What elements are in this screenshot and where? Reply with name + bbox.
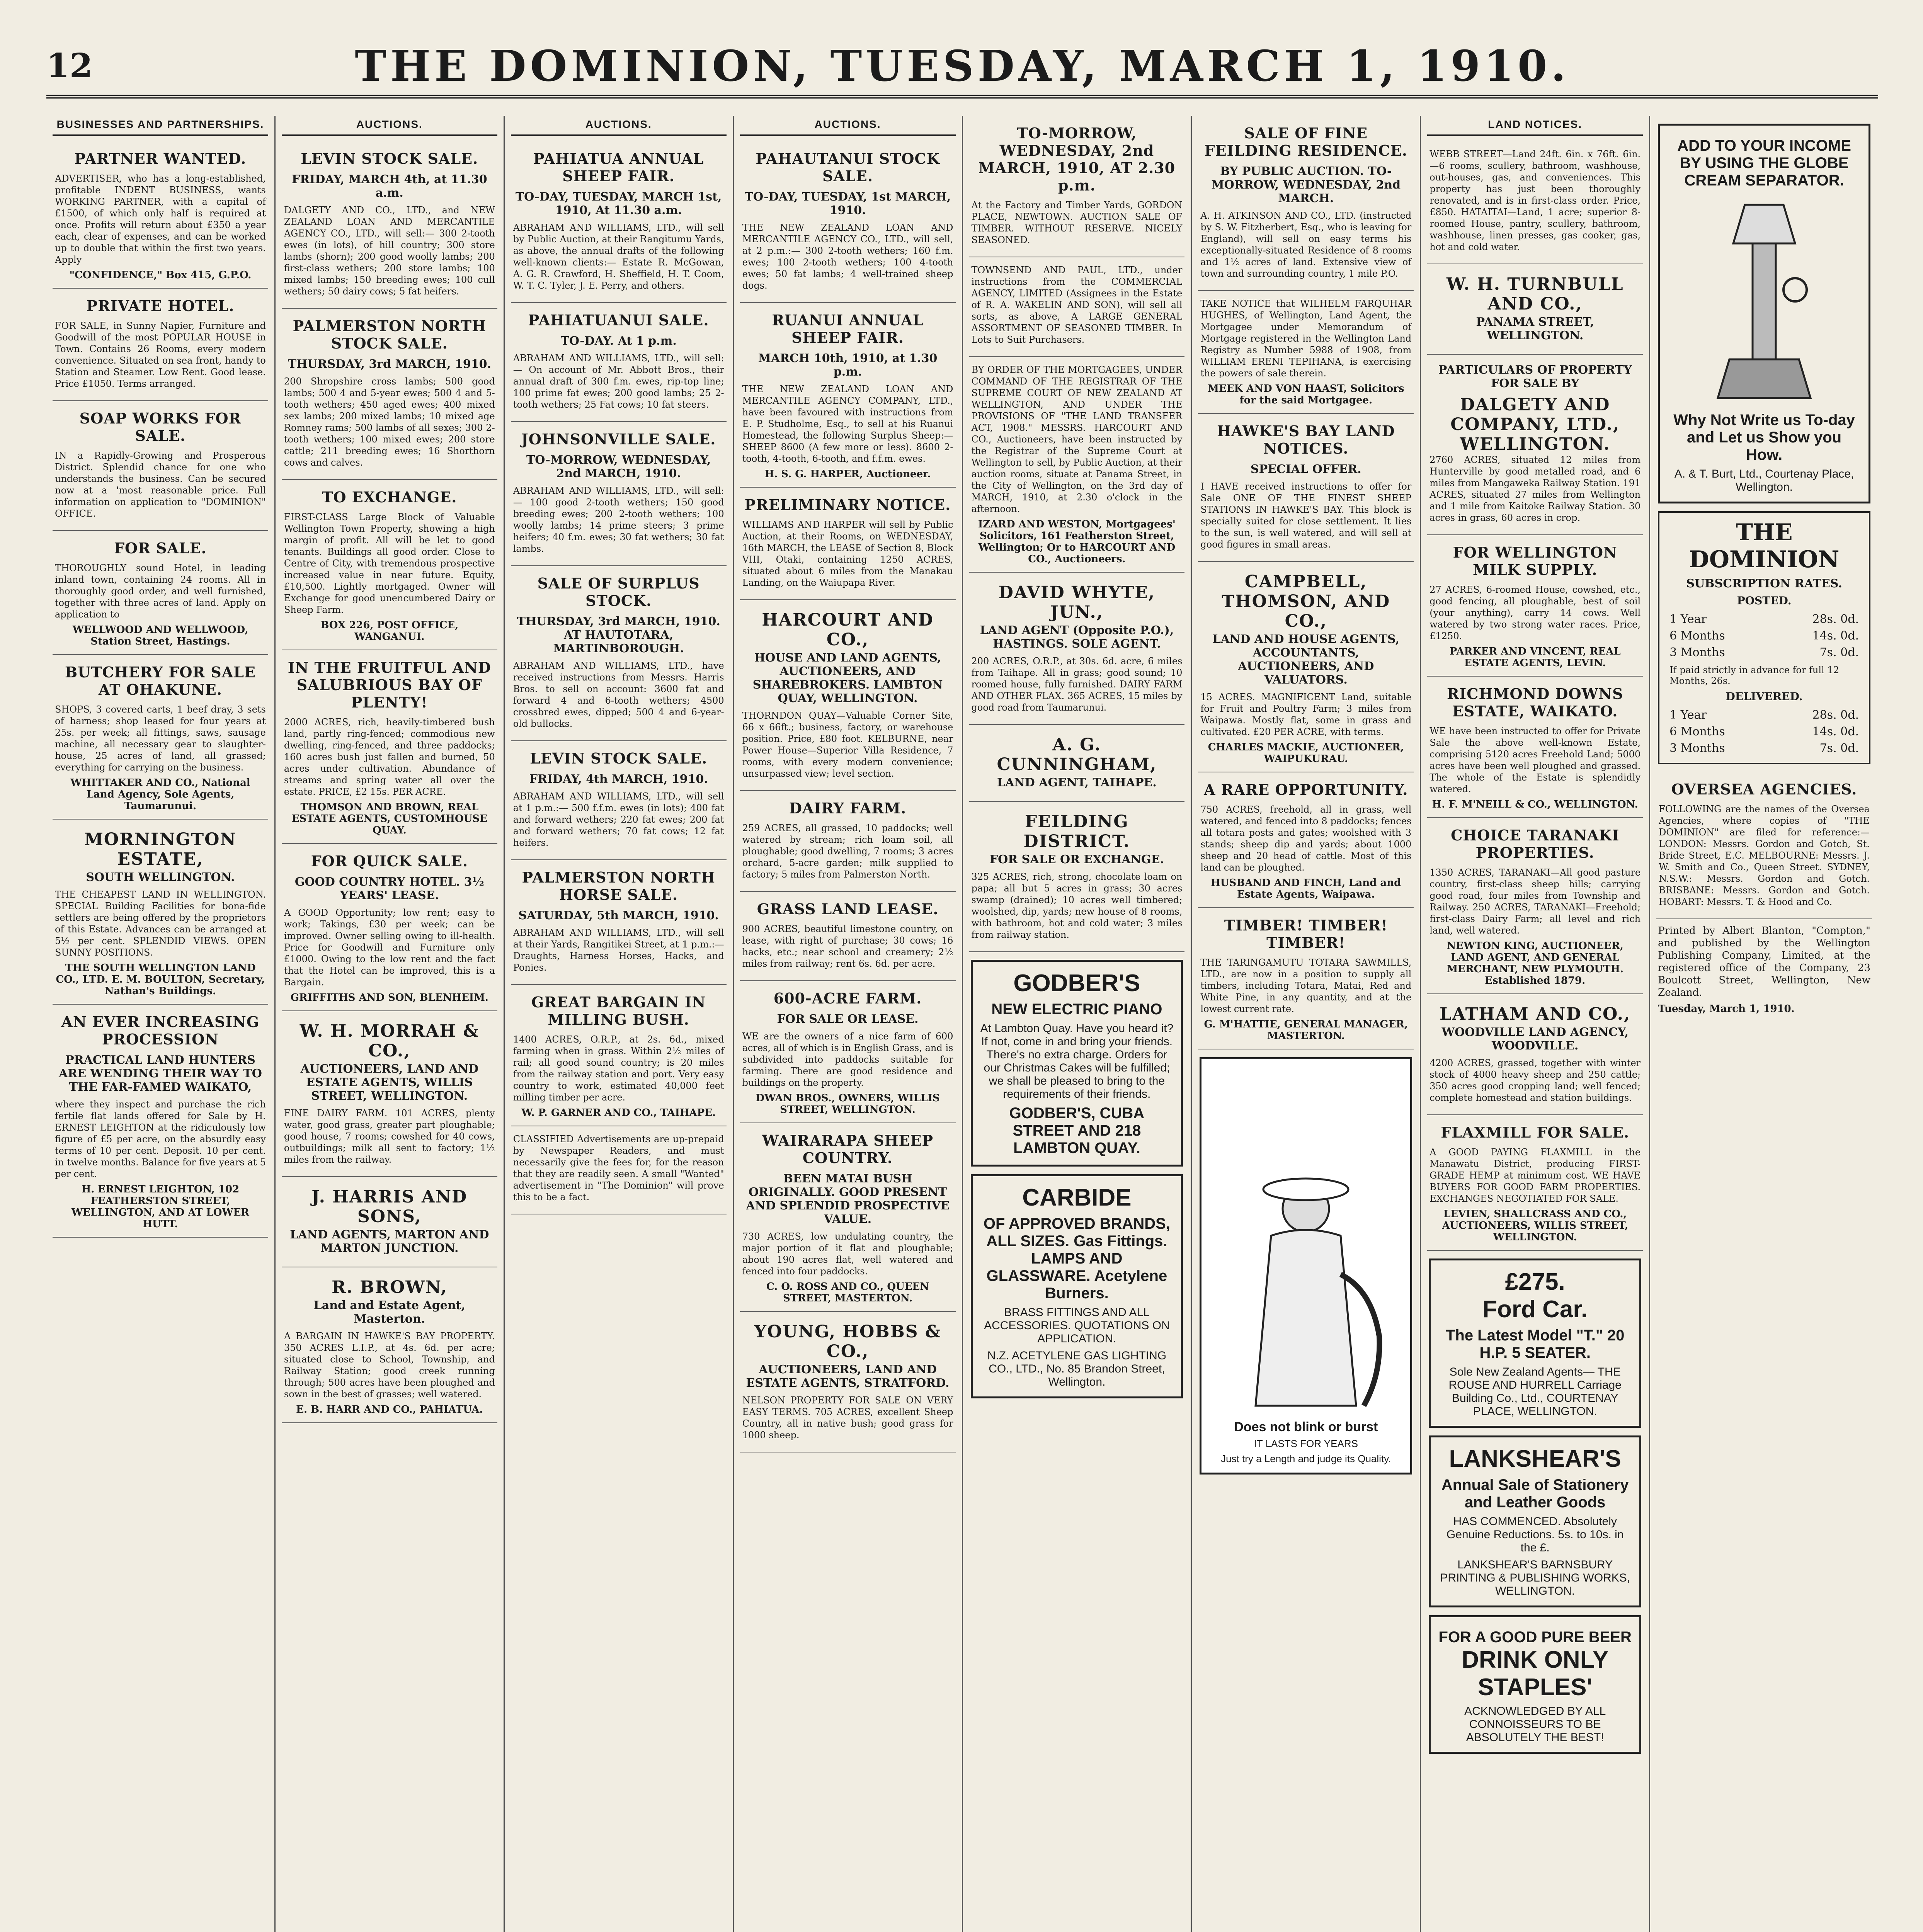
- advert-title: R. BROWN,: [332, 1277, 448, 1297]
- advert-body: 900 ACRES, beautiful limestone country, on lease, with right of purchase; 30 cows; 16 hacks, etc.; near school and creamery; 2½ miles from railway; rent 6s. 6d. per acre.: [742, 923, 953, 969]
- advert: [1427, 1115, 1643, 1251]
- advert: [282, 844, 497, 1011]
- advert-subtitle: WOODVILLE LAND AGENCY, WOODVILLE.: [1441, 1026, 1629, 1053]
- advert: [1198, 908, 1414, 1049]
- advert-signature: WHITTAKER AND CO., National Land Agency, Sole Agents, Taumarunui.: [70, 777, 250, 812]
- advert-title: IN THE FRUITFUL AND SALUBRIOUS BAY OF PLENTY!: [288, 659, 491, 711]
- advert-body: 259 ACRES, all grassed, 10 paddocks; well watered by stream; rich loam soil, all ploughable; good dwelling, 7 rooms; 3 acres orchard, 5-acre garden; milk supplied to factory; 5 miles from Palmerston North.: [742, 823, 953, 880]
- advert-title: CARBIDE: [1022, 1184, 1132, 1211]
- advert-subtitle: AUCTIONEERS, LAND AND ESTATE AGENTS, STRATFORD.: [746, 1363, 950, 1390]
- advert-body: ADVERTISER, who has a long-established, profitable INDENT BUSINESS, wants WORKING PARTNER, with a capital of £1500, of which only half is required at once. Profits will return about £350 a year each, clear of expenses, and can be worked up to double that within the first two years. Apply: [55, 173, 266, 265]
- advert: [969, 725, 1185, 802]
- advert-signature: H. ERNEST LEIGHTON, 102 FEATHERSTON STREET, WELLINGTON, AND AT LOWER HUTT.: [71, 1184, 250, 1230]
- advert-subtitle: LAND AGENT (Opposite P.O.), HASTINGS. SOLE AGENT.: [980, 624, 1174, 651]
- advert-title: CAMPBELL, THOMSON, AND CO.,: [1222, 572, 1390, 631]
- lankshear-advert: [1429, 1435, 1641, 1607]
- advert-body: 730 ACRES, low undulating country, the major portion of it flat and ploughable; about 190 acres flat, well watered and fenced into four paddocks.: [742, 1231, 953, 1277]
- advert-body: where they inspect and purchase the rich fertile flat lands offered for Sale by H. ERNEST LEIGHTON at the ridiculously low figure of £5 per acre, on the absurdly easy terms of 10 per cent. Deposit. 10 per cent. in twelve months. Balance for five years at 5 per cent.: [55, 1099, 266, 1179]
- rate-row: 6 Months 14s. 0d.: [1669, 629, 1859, 643]
- advert-title: CHOICE TARANAKI PROPERTIES.: [1451, 827, 1620, 861]
- advert-body: ABRAHAM AND WILLIAMS, LTD., will sell at their Yards, Rangitikei Street, at 1 p.m.:— Draughts, Harness Horses, Hacks, and Ponies.: [513, 927, 724, 973]
- advert-subtitle: Annual Sale of Stationery and Leather Goods: [1441, 1476, 1629, 1511]
- advert-title: A. G. CUNNINGHAM,: [997, 735, 1157, 774]
- advert-title: PARTNER WANTED.: [74, 150, 247, 167]
- advert-title: GREAT BARGAIN IN MILLING BUSH.: [531, 993, 706, 1028]
- rate-note: If paid strictly in advance for full 12 Months, 26s.: [1669, 665, 1839, 686]
- advert: [511, 422, 727, 566]
- advert: [1427, 141, 1643, 264]
- advert-title: LEVIN STOCK SALE.: [301, 150, 478, 167]
- advert: [1198, 116, 1414, 291]
- advert-signature: BOX 226, POST OFFICE, WANGANUI.: [320, 619, 459, 643]
- advert-signature: HUSBAND AND FINCH, Land and Estate Agents, Waipawa.: [1211, 877, 1401, 900]
- advert: [511, 566, 727, 741]
- advert-body: WEBB STREET—Land 24ft. 6in. x 76ft. 6in.—6 rooms, scullery, bathroom, washhouse, out-houses, gas, and conveniences. This property has just been thoroughly renovated, and is in first-class order. Price, £850. HATAITAI—Land, 1 acre; superior 8-roomed House, pantry, scullery, bathroom, washhouse, linen presses, gas cooker, gas, hot and cold water.: [1429, 149, 1641, 252]
- advert-body: THE NEW ZEALAND LOAN AND MERCANTILE AGENCY CO., LTD., will sell, at 2 p.m.:— 300 2-tooth wethers; 160 f.m. ewes; 100 2-tooth wethers; 100 4-tooth ewes; 50 fat lambs; 4 well-trained sheep dogs.: [742, 222, 953, 291]
- advert-title: HAWKE'S BAY LAND NOTICES.: [1217, 422, 1395, 457]
- advert-body: WE have been instructed to offer for Private Sale the above well-known Estate, comprising 5120 acres Freehold Land; 5000 acres have been well ploughed and grassed. The whole of the Estate is splendidly watered.: [1429, 726, 1641, 794]
- newspaper-title: THE DOMINION, TUESDAY, MARCH 1, 1910.: [355, 41, 1570, 91]
- advert-slogan: Why Not Write us To-day and Let us Show you How.: [1673, 412, 1855, 463]
- advert: [969, 357, 1185, 573]
- subscription-rates-box: [1658, 511, 1870, 764]
- imprint-date: Tuesday, March 1, 1910.: [1658, 1003, 1795, 1015]
- advert: [740, 791, 956, 892]
- advert-body: TAKE NOTICE that WILHELM FARQUHAR HUGHES, of Wellington, Land Agent, the Mortgagee under Memorandum of Mortgage registered in the Wellington Land Registry as Number 5988 of 1908, from WILLIAM ERENI TEPIHANA, is exercising the powers of sale therein.: [1200, 298, 1412, 379]
- advert-body: I HAVE received instructions to offer for Sale ONE OF THE FINEST SHEEP STATIONS IN HAWKE'S BAY. This block is specially suited for close settlement. It lies to the sun, is well watered, and will sell at good figures in small areas.: [1200, 481, 1412, 550]
- rate-row: 1 Year 28s. 0d.: [1669, 612, 1859, 626]
- advert-subtitle: OF APPROVED BRANDS, ALL SIZES. Gas Fittings. LAMPS AND GLASSWARE. Acetylene Burners.: [983, 1215, 1170, 1302]
- page-columns: [46, 116, 1878, 1932]
- advert: [740, 1312, 956, 1452]
- column-heading: LAND NOTICES.: [1427, 116, 1643, 136]
- advert-body: FOLLOWING are the names of the Oversea Agencies, where copies of "THE DOMINION" are filed for reference:— LONDON: Messrs. Gordon and Gotch, St. Bride Street, E.C. MELBOURNE: Messrs. J. W. Smith and Co., Queen Street. SYDNEY, N.S.W.: Messrs. Gordon and Gotch. BRISBANE: Messrs. Gordon and Gotch. HOBART: Messrs. T. & Hood and Co.: [1659, 804, 1870, 907]
- advert-subtitle: PRACTICAL LAND HUNTERS ARE WENDING THEIR WAY TO THE FAR-FAMED WAIKATO,: [59, 1053, 262, 1094]
- advert: [282, 141, 497, 309]
- column-3: [505, 116, 734, 1932]
- advert-body: BRASS FITTINGS AND ALL ACCESSORIES. QUOTATIONS ON APPLICATION.: [984, 1306, 1170, 1345]
- advert-title: LANKSHEAR'S: [1449, 1446, 1621, 1472]
- advert-body: THORNDON QUAY—Valuable Corner Site, 66 x 66ft.; business, factory, or warehouse position. Price, £80 foot. KELBURNE, near Power House—Superior Villa Residence, 7 rooms, with every modern convenience; unsurpassed view; level section.: [742, 710, 953, 779]
- advert-tagline: IT LASTS FOR YEARS: [1254, 1438, 1358, 1449]
- advert-title: RUANUI ANNUAL SHEEP FAIR.: [772, 311, 924, 346]
- advert-title: OVERSEA AGENCIES.: [1671, 781, 1857, 798]
- column-heading: AUCTIONS.: [282, 116, 497, 136]
- advert-subtitle: THURSDAY, 3rd MARCH, 1910.: [288, 357, 491, 371]
- column-heading: AUCTIONS.: [511, 116, 727, 136]
- advert-title: PAHAUTANUI STOCK SALE.: [756, 150, 940, 185]
- advert-body: THE NEW ZEALAND LOAN AND MERCANTILE AGENCY COMPANY, LTD., have been favoured with instructions from E. P. Studholme, Esq., to sell at his Ruanui Homestead, the following Surplus Sheep:— SHEEP 8600 (A few more or less). 8600 2-tooth, 4-tooth, 6-tooth, and f.f.m. ewes.: [742, 384, 953, 464]
- advert-body: 1350 ACRES, TARANAKI—All good pasture country, first-class sheep hills; carrying good road, four miles from Township and Railway. 250 ACRES, TARANAKI—Freehold; first-class Dairy Farm; all level and rich land, well watered.: [1429, 867, 1641, 936]
- advert: [1198, 772, 1414, 908]
- advert-body: ABRAHAM AND WILLIAMS, LTD., will sell by Public Auction, at their Rangitumu Yards, as above, the annual drafts of the following well-known clients:— Estate R. McGowan, A. G. R. Crawford, H. Sheffield, H. T. Coom, W. T. C. Tyler, J. E. Perry, and others.: [513, 222, 724, 291]
- advert-signature: THOMSON AND BROWN, REAL ESTATE AGENTS, CUSTOMHOUSE QUAY.: [291, 801, 487, 836]
- advert-title: BUTCHERY FOR SALE AT OHAKUNE.: [65, 663, 256, 698]
- advert-signature: NEWTON KING, AUCTIONEER, LAND AGENT, AND GENERAL MERCHANT, NEW PLYMOUTH. Established 1879.: [1447, 940, 1623, 986]
- advert: [53, 655, 268, 820]
- advert-subtitle: TO-MORROW, WEDNESDAY, 2nd MARCH, 1910.: [526, 453, 711, 480]
- advert-subtitle: LAND AGENT, TAIHAPE.: [997, 776, 1157, 789]
- column-7: [1421, 116, 1650, 1932]
- advert-title: W. H. MORRAH & CO.,: [300, 1021, 479, 1061]
- advert-title: TIMBER! TIMBER! TIMBER!: [1224, 917, 1388, 951]
- advert-signature: E. B. HARR AND CO., PAHIATUA.: [296, 1404, 483, 1415]
- advert-body: FIRST-CLASS Large Block of Valuable Wellington Town Property, showing a high margin of profit. All will be let to good tenants. Buildings all good order. Close to Centre of City, with tremendous prospective increased value in near future. Equity, £10,500. Lightly mortgaged. Owner will Exchange for good unencumbered Dairy or Sheep Farm.: [284, 512, 495, 615]
- advert-title: TO-MORROW, WEDNESDAY, 2nd MARCH, 1910, AT 2.30 p.m.: [978, 124, 1176, 194]
- column-4: [734, 116, 963, 1932]
- advert-subtitle: SPECIAL OFFER.: [1250, 463, 1361, 476]
- advert: [1198, 414, 1414, 562]
- advert-title: LEVIN STOCK SALE.: [530, 750, 708, 767]
- advert-title: SALE OF FINE FEILDING RESIDENCE.: [1204, 124, 1408, 159]
- advert-body: A BARGAIN IN HAWKE'S BAY PROPERTY. 350 ACRES L.I.P., at 4s. 6d. per acre; situated close to School, Township, and Railway Station; good creek running through; 500 acres have been ploughed and sown in the best of grasses; well watered.: [284, 1331, 495, 1400]
- advert-subtitle: FOR SALE OR EXCHANGE.: [989, 853, 1164, 866]
- advert-signature: GRIFFITHS AND SON, BLENHEIM.: [290, 992, 488, 1003]
- column-heading: BUSINESSES AND PARTNERSHIPS.: [53, 116, 268, 136]
- advert: [53, 1005, 268, 1238]
- advert-subtitle: LAND AGENTS, MARTON AND MARTON JUNCTION.: [290, 1228, 489, 1255]
- advert: [740, 600, 956, 791]
- advert-title: PALMERSTON NORTH STOCK SALE.: [293, 317, 486, 352]
- advert-title: TO EXCHANGE.: [322, 488, 457, 506]
- advert-signature: "CONFIDENCE," Box 415, G.P.O.: [69, 269, 252, 281]
- godbers-advert: [971, 960, 1183, 1167]
- advert-body: ABRAHAM AND WILLIAMS, LTD., will sell:— On account of Mr. Abbott Bros., their annual draft of 300 f.m. ewes, rip-top line; 100 prime fat ewes; 200 good lambs; 25 2-tooth wethers; 25 Fat cows; 10 fat steers.: [513, 353, 724, 410]
- advert-title: FLAXMILL FOR SALE.: [1441, 1124, 1630, 1141]
- advert-subtitle: PANAMA STREET, WELLINGTON.: [1476, 315, 1594, 342]
- advert-title: HARCOURT AND CO.,: [762, 610, 934, 650]
- advert: [53, 289, 268, 401]
- advert: [740, 141, 956, 303]
- advert-body: TOWNSEND AND PAUL, LTD., under instructions from the COMMERCIAL AGENCY, LIMITED (Assignees in the Estate of R. A. WAKELIN AND SON), will sell all sorts, as above, A LARGE GENERAL ASSORTMENT OF SEASONED TIMBER. In Lots to Suit Purchasers.: [971, 265, 1183, 345]
- rate-row: 3 Months 7s. 0d.: [1669, 742, 1859, 755]
- advert-title: ADD TO YOUR INCOME BY USING THE GLOBE CREAM SEPARATOR.: [1677, 137, 1851, 189]
- advert-signature: H. F. M'NEILL & CO., WELLINGTON.: [1432, 799, 1638, 810]
- column-heading: AUCTIONS.: [740, 116, 956, 136]
- advert-title: DAIRY FARM.: [789, 799, 907, 817]
- advert-title: RICHMOND DOWNS ESTATE, WAIKATO.: [1447, 685, 1623, 720]
- advert-title: PAHIATUANUI SALE.: [528, 311, 709, 329]
- advert-title: GRASS LAND LEASE.: [757, 900, 939, 918]
- advert-body: 2760 ACRES, situated 12 miles from Hunterville by good metalled road, and 6 miles from Mangaweka Railway Station. 191 ACRES, situated 27 miles from Wellington and 1 mile from Kaitoke Railway Station. 30 acres in grass, 60 acres in crop.: [1429, 454, 1641, 523]
- advert-subtitle: AUCTIONEERS, LAND AND ESTATE AGENTS, WILLIS STREET, WELLINGTON.: [300, 1062, 478, 1103]
- advert-body: At the Factory and Timber Yards, GORDON PLACE, NEWTOWN. AUCTION SALE OF TIMBER. WITHOUT RESERVE. NICELY SEASONED.: [971, 200, 1183, 245]
- advert-body: NELSON PROPERTY FOR SALE ON VERY EASY TERMS. 705 ACRES, excellent Sheep Country, all in native bush; good grass for 1000 sheep.: [742, 1395, 953, 1440]
- advert-price: £275.: [1505, 1269, 1565, 1295]
- advert-title: LATHAM AND CO.,: [1439, 1004, 1631, 1024]
- advert-signature: CHARLES MACKIE, AUCTIONEER, WAIPUKURAU.: [1208, 742, 1404, 765]
- advert-body: At Lambton Quay. Have you heard it? If not, come in and bring your friends. There's no extra charge. Orders for our Christmas Cakes will be fulfilled; we shall be pleased to bring to the requirements of their friends.: [980, 1022, 1174, 1100]
- advert-subtitle: Land and Estate Agent, Masterton.: [313, 1299, 465, 1326]
- advert: [511, 985, 727, 1126]
- advert-signature: THE SOUTH WELLINGTON LAND CO., LTD. E. M. BOULTON, Secretary, Nathan's Buildings.: [56, 962, 265, 997]
- column-2: [276, 116, 505, 1932]
- masthead: [46, 37, 1878, 99]
- advert-body: A GOOD Opportunity; low rent; easy to work; Takings, £30 per week; can be improved. Owner selling owing to ill-health. Price for Goodwill and Furniture only £1000. Owing to the low rent and the fact that the Hotel can be improved, this is a Bargain.: [284, 907, 495, 988]
- advert: [511, 860, 727, 985]
- advert-body: A GOOD PAYING FLAXMILL in the Manawatu District, producing FIRST-GRADE HEMP at minimum cost. WE HAVE BUYERS FOR GOOD FARM PROPERTIES. EXCHANGES NEGOTIATED FOR SALE.: [1429, 1147, 1641, 1204]
- advert-body: THOROUGHLY sound Hotel, in leading inland town, containing 24 rooms. All in thoroughly good order, and well furnished, together with three acres of land. Apply on application to: [55, 563, 266, 620]
- advert-body: ACKNOWLEDGED BY ALL CONNOISSEURS TO BE ABSOLUTELY THE BEST!: [1464, 1705, 1606, 1744]
- staples-beer-advert: [1429, 1615, 1641, 1754]
- advert-title: Ford Car.: [1482, 1296, 1588, 1323]
- advert-subtitle: HOUSE AND LAND AGENTS, AUCTIONEERS, AND SHAREBROKERS. LAMBTON QUAY, WELLINGTON.: [752, 651, 943, 705]
- advert-title: FOR QUICK SALE.: [311, 852, 468, 870]
- advert-body: A. H. ATKINSON AND CO., LTD. (instructed by S. W. Fitzherbert, Esq., who is leaving for England), will sell on easy terms his exceptionally-situated Residence of 8 rooms and 1½ acres of land. Extensive view of town and surrounding country, 1 mile P.O.: [1200, 210, 1412, 279]
- advert-title: FOR SALE.: [114, 539, 207, 557]
- advert-signature: WELLWOOD AND WELLWOOD, Station Street, Hastings.: [72, 624, 248, 647]
- imprint-body: Printed by Albert Blanton, "Compton," and published by the Wellington Publishing Company, Limited, at the registered office of the Company, 23 Boulcott Street, Wellington, New Zealand.: [1658, 925, 1870, 998]
- advert-subtitle: GOOD COUNTRY HOTEL. 3½ YEARS' LEASE.: [294, 875, 484, 902]
- advert: [1198, 291, 1414, 414]
- advert: [1427, 535, 1643, 677]
- advert-body: IN a Rapidly-Growing and Prosperous District. Splendid chance for one who understands the business. Can be secured now at a 'most reasonable price. Full information on application to "DOMINION" OFFICE.: [55, 450, 266, 519]
- advert: [511, 303, 727, 422]
- advert-title: WAIRARAPA SHEEP COUNTRY.: [762, 1132, 934, 1167]
- advert-signature: G. M'HATTIE, GENERAL MANAGER, MASTERTON.: [1204, 1019, 1408, 1042]
- advert-subtitle: BEEN MATAI BUSH ORIGINALLY. GOOD PRESENT AND SPLENDID PROSPECTIVE VALUE.: [746, 1172, 950, 1226]
- advert-title: A RARE OPPORTUNITY.: [1204, 781, 1408, 798]
- posted-label: POSTED.: [1737, 594, 1792, 607]
- advert-signature: PARKER AND VINCENT, REAL ESTATE AGENTS, LEVIN.: [1449, 646, 1621, 669]
- advert-title: 600-ACRE FARM.: [773, 990, 922, 1007]
- advert: [53, 141, 268, 289]
- advert-body: WE are the owners of a nice farm of 600 acres, all of which is in English Grass, and is subdivided into paddocks suitable for farming. There are good residence and buildings on the property.: [742, 1031, 953, 1088]
- advert-body: BY ORDER OF THE MORTGAGEES, UNDER COMMAND OF THE REGISTRAR OF THE SUPREME COURT OF NEW ZEALAND AT WELLINGTON, AND UNDER THE PROVISIONS OF "THE LAND TRANSFER ACT, 1908." MESSRS. HARCOURT AND CO., Auctioneers, have been instructed by the Registrar of the Supreme Court at Wellington to sell, by Public Auction, at their auction rooms, situate at Panama Street, in the City of Wellington, on the 3rd day of MARCH, 1910, at 2.30 o'clock in the afternoon.: [971, 364, 1183, 514]
- advert: [282, 1177, 497, 1267]
- advert: [1427, 818, 1643, 994]
- advert-title: PALMERSTON NORTH HORSE SALE.: [522, 869, 715, 903]
- advert: [969, 802, 1185, 952]
- advert-subtitle: DRINK ONLY STAPLES': [1462, 1646, 1609, 1701]
- garden-hose-advert: [1200, 1057, 1412, 1475]
- advert: [969, 116, 1185, 257]
- advert-signature: LEVIEN, SHALLCRASS AND CO., AUCTIONEERS, WILLIS STREET, WELLINGTON.: [1442, 1208, 1628, 1243]
- advert-body: SHOPS, 3 covered carts, 1 beef dray, 3 sets of harness; shop leased for four years at 25s. per week; all fittings, saws, sausage machine, all necessary gear to slaughter-house, 25 acres of land, all grassed; everything for carrying on the business.: [55, 704, 266, 773]
- rate-row: 6 Months 14s. 0d.: [1669, 725, 1859, 738]
- advert-body: 2000 ACRES, rich, heavily-timbered bush land, partly ring-fenced; commodious new dwelling, ring-fenced, and three paddocks; 160 acres bush just fallen and burned, 50 acres under cultivation. Abundance of streams and spring water all over the estate. PRICE, £2 15s. PER ACRE.: [284, 717, 495, 797]
- advert: [1198, 562, 1414, 772]
- carbide-advert: [971, 1174, 1183, 1398]
- advert-subtitle: LAND AND HOUSE AGENTS, ACCOUNTANTS, AUCTIONEERS, AND VALUATORS.: [1212, 633, 1400, 687]
- advert: [282, 650, 497, 844]
- delivered-label: DELIVERED.: [1726, 690, 1803, 703]
- advert-title: YOUNG, HOBBS & CO.,: [754, 1322, 941, 1361]
- advert: [53, 820, 268, 1005]
- advert-subtitle: TO-DAY, TUESDAY, 1st MARCH, 1910.: [744, 190, 951, 217]
- ford-car-advert: [1429, 1259, 1641, 1428]
- advert-body: FINE DAIRY FARM. 101 ACRES, plenty water, good grass, greater part ploughable; good house, 7 rooms; cowshed for 40 cows, outbuildings; milk all sent to factory; 1½ miles from the railway.: [284, 1108, 495, 1165]
- advert-title: PRIVATE HOTEL.: [86, 297, 235, 315]
- advert-subtitle: FOR SALE OR LEASE.: [777, 1012, 919, 1026]
- advert: [282, 309, 497, 480]
- advert-subtitle: TO-DAY, TUESDAY, MARCH 1st, 1910, At 11.30 a.m.: [515, 190, 722, 217]
- advert-title: FEILDING DISTRICT.: [1023, 812, 1130, 851]
- advert-signature: N.Z. ACETYLENE GAS LIGHTING CO., LTD., No. 85 Brandon Street, Wellington.: [987, 1349, 1167, 1388]
- advert: [53, 531, 268, 655]
- advert-title: FOR WELLINGTON MILK SUPPLY.: [1453, 544, 1617, 578]
- advert-signature: DWAN BROS., OWNERS, WILLIS STREET, WELLINGTON.: [756, 1092, 940, 1116]
- advert-body: 200 Shropshire cross lambs; 500 good lambs; 500 4 and 5-year ewes; 500 4 and 5-tooth wethers; 450 aged ewes; 400 mixed sex lambs; 200 mixed lambs; 10 mixed age Romney rams; 500 lambs of all sexes; 300 2-tooth wethers; 100 mixed ewes; 200 store cattle; 211 breeding ewes; 16 Shorthorn cows and calves.: [284, 376, 495, 468]
- advert: [740, 981, 956, 1123]
- column-8: [1650, 116, 1878, 1932]
- advert-signature: W. P. GARNER AND CO., TAIHAPE.: [521, 1107, 716, 1119]
- advert-body: ABRAHAM AND WILLIAMS, LTD., have received instructions from Messrs. Harris Bros. to sell on account: 3600 fat and forward 4 and 6-tooth wethers; 4500 crossbred ewes, dipped; 500 4 and 6-year-old bullocks.: [513, 660, 724, 729]
- advert-title: DAVID WHYTE, JUN.,: [998, 583, 1156, 622]
- advert-signature: H. S. G. HARPER, Auctioneer.: [764, 468, 931, 480]
- advert-signature: A. & T. Burt, Ltd., Courtenay Place, Wellington.: [1674, 468, 1854, 493]
- advert-body: 27 ACRES, 6-roomed House, cowshed, etc., good fencing, all ploughable, best of soil (your anything), carry 14 cows. Well watered by two strong water races. Price, £1250.: [1429, 584, 1641, 641]
- page-number: 12: [46, 46, 93, 85]
- rate-row: 1 Year 28s. 0d.: [1669, 708, 1859, 722]
- advert-title: SOAP WORKS FOR SALE.: [79, 410, 242, 444]
- advert-title: PARTICULARS OF PROPERTY FOR SALE BY: [1438, 363, 1632, 390]
- advert: [740, 488, 956, 600]
- advert-body: 4200 ACRES, grassed, together with winter stock of 4000 heavy sheep and 250 cattle; 350 acres good cropping land; well fenced; complete homestead and station buildings.: [1429, 1058, 1641, 1103]
- advert: [282, 480, 497, 650]
- advert-subtitle: TO-DAY. At 1 p.m.: [560, 334, 677, 348]
- advert-title: PAHIATUA ANNUAL SHEEP FAIR.: [533, 150, 704, 185]
- column-1: [46, 116, 276, 1932]
- advert: [282, 1011, 497, 1177]
- advert-body: ABRAHAM AND WILLIAMS, LTD., will sell:— 100 good 2-tooth wethers; 150 good breeding ewes; 200 2-tooth wethers; 100 woolly lambs; 14 prime steers; 3 prime heifers; 40 f.m. ewes; 30 fat wethers; 30 fat lambs.: [513, 485, 724, 554]
- advert-body: THE CHEAPEST LAND IN WELLINGTON. SPECIAL Building Facilities for bona-fide settlers are being offered by the proprietors of this Estate. Advances can be arranged at 5½ per cent. SPLENDID VIEWS. OPEN SUNNY POSITIONS.: [55, 889, 266, 958]
- advert-body: DALGETY AND CO., LTD., and NEW ZEALAND LOAN AND MERCANTILE AGENCY CO., LTD., will sell:— 300 2-tooth ewes (in lots), of hill country; 300 store lambs (shorn); 200 good woolly lambs; 200 first-class wethers; 200 store lambs; 100 mixed lambs; 150 breeding ewes; 100 cull wethers; 50 dairy cows; 5 fat heifers.: [284, 205, 495, 297]
- advert-title: SALE OF SURPLUS STOCK.: [537, 575, 700, 609]
- advert-body: WILLIAMS AND HARPER will sell by Public Auction, at their Rooms, on WEDNESDAY, 16th MARCH, the LEASE of Section 8, Block VIII, Otaki, containing 1250 ACRES, situated about 6 miles from the Manakau Landing, on the Waiupapa River.: [742, 519, 953, 588]
- advert-body: Sole New Zealand Agents— THE ROUSE AND HURRELL Carriage Building Co., Ltd., COURTENAY PLACE, WELLINGTON.: [1448, 1366, 1622, 1418]
- advert-body: ABRAHAM AND WILLIAMS, LTD., will sell at 1 p.m.:— 500 f.f.m. ewes (in lots); 400 fat and forward wethers; 220 fat ewes; 200 fat and forward wethers; 70 fat cows; 12 fat heifers.: [513, 791, 724, 848]
- advert-subtitle: FRIDAY, MARCH 4th, at 11.30 a.m.: [291, 173, 487, 200]
- printer-imprint: [1656, 919, 1872, 1020]
- advert: [511, 741, 727, 860]
- advert: [53, 401, 268, 531]
- rate-row: 3 Months 7s. 0d.: [1669, 646, 1859, 659]
- advert-subtitle: FRIDAY, 4th MARCH, 1910.: [529, 772, 708, 786]
- advert-tagline: Just try a Length and judge its Quality.: [1221, 1453, 1391, 1464]
- advert-subtitle: SATURDAY, 5th MARCH, 1910.: [518, 909, 719, 922]
- advert: [1427, 264, 1643, 355]
- cream-separator-advert: [1658, 124, 1870, 503]
- advert-subtitle: BY PUBLIC AUCTION. TO-MORROW, WEDNESDAY, 2nd MARCH.: [1211, 165, 1401, 205]
- advert-signature: C. O. ROSS AND CO., QUEEN STREET, MASTERTON.: [766, 1281, 929, 1304]
- advert-body: THE TARINGAMUTU TOTARA SAWMILLS, LTD., are now in a position to supply all timbers, including Totara, Matai, Red and White Pine, in any quantity, and at the lowest current rate.: [1200, 957, 1412, 1014]
- subscription-subtitle: SUBSCRIPTION RATES.: [1686, 577, 1842, 590]
- advert-title: J. HARRIS AND SONS,: [311, 1187, 468, 1226]
- advert: [969, 573, 1185, 725]
- subscription-title: THE DOMINION: [1689, 519, 1840, 573]
- advert-title: PRELIMINARY NOTICE.: [744, 496, 951, 514]
- advert-title: GODBER'S: [1013, 970, 1140, 997]
- advert-body: 325 ACRES, rich, strong, chocolate loam on papa; all but 5 acres in grass; 30 acres swamp (drained); 10 acres well timbered; woolshed, dip, yards; new house of 8 rooms, with bathroom, hot and cold water; 3 miles from railway station.: [971, 871, 1183, 940]
- advert-signature: MEEK AND VON HAAST, Solicitors for the said Mortgagee.: [1208, 383, 1404, 406]
- advert-signature: LANKSHEAR'S BARNSBURY PRINTING & PUBLISHING WORKS, WELLINGTON.: [1440, 1558, 1630, 1597]
- advert: [740, 303, 956, 488]
- advert: [282, 1267, 497, 1423]
- advert-signature: IZARD AND WESTON, Mortgagees' Solicitors, 161 Featherston Street, Wellington; Or to HARCOURT AND CO., Auctioneers.: [978, 519, 1176, 565]
- advert-subtitle: DALGETY AND COMPANY, LTD., WELLINGTON.: [1450, 395, 1620, 454]
- advert: [969, 257, 1185, 357]
- advert-subtitle: SOUTH WELLINGTON.: [86, 871, 235, 884]
- advert-subtitle: NEW ELECTRIC PIANO: [991, 1001, 1162, 1018]
- advert: [740, 1123, 956, 1312]
- advert-subtitle: MARCH 10th, 1910, at 1.30 p.m.: [758, 352, 938, 379]
- advert-body: 1400 ACRES, O.R.P., at 2s. 6d., mixed farming when in grass. Within 2½ miles of rail; all good sound country; is 20 miles from the railway station and port. Very easy country to work, estimated 40,000 feet milling timber per acre.: [513, 1034, 724, 1103]
- advert: [740, 892, 956, 981]
- advert-body: 200 ACRES, O.R.P., at 30s. 6d. acre, 6 miles from Taihape. All in grass; good sound; 10 roomed house, fully furnished. DAIRY FARM AND OTHER FLAX. 365 ACRES, 15 miles by good road from Taumarunui.: [971, 656, 1183, 713]
- advert-title: JOHNSONVILLE SALE.: [521, 430, 716, 448]
- cream-separator-illustration: [1706, 189, 1822, 406]
- advert: [1427, 677, 1643, 818]
- advert-title: MORNINGTON ESTATE,: [84, 830, 237, 869]
- advert-signature: GODBER'S, CUBA STREET AND 218 LAMBTON QUAY.: [1009, 1105, 1145, 1156]
- column-5: [963, 116, 1192, 1932]
- advert-title: W. H. TURNBULL AND CO.,: [1446, 274, 1624, 314]
- woman-with-hose-illustration: [1225, 1174, 1387, 1413]
- advert: [1427, 994, 1643, 1115]
- advert-body: CLASSIFIED Advertisements are up-prepaid by Newspaper Readers, and must necessarily give the fees for, for the reason that they are readily seen. A small "Wanted" advertisement in "The Dominion" will prove this to be a fact.: [513, 1134, 724, 1202]
- advert-title: AN EVER INCREASING PROCESSION: [61, 1013, 260, 1048]
- advert: [1427, 355, 1643, 535]
- advert-body: 750 ACRES, freehold, all in grass, well watered, and fenced into 8 paddocks; fences all totara posts and gates; woolshed with 3 stands; sheep dip and yards; about 1000 sheep and 20 head of cattle. Most of this land can be ploughed.: [1200, 804, 1412, 873]
- advert-subtitle: The Latest Model "T." 20 H.P. 5 SEATER.: [1445, 1327, 1625, 1361]
- advert-body: 15 ACRES. MAGNIFICENT Land, suitable for Fruit and Poultry Farm; 3 miles from Waipawa. Mostly flat, some in grass and cultivated. £20 PER ACRE, with terms.: [1200, 692, 1412, 737]
- advert-subtitle: THURSDAY, 3rd MARCH, 1910. AT HAUTOTARA, MARTINBOROUGH.: [517, 615, 720, 655]
- column-6: [1192, 116, 1421, 1932]
- advert-slogan: Does not blink or burst: [1234, 1420, 1378, 1434]
- advert-title: FOR A GOOD PURE BEER: [1438, 1629, 1632, 1646]
- advert-body: FOR SALE, in Sunny Napier, Furniture and Goodwill of the most POPULAR HOUSE in Town. Contains 26 Rooms, every modern convenience. Situated on sea front, handy to Station and Steamer. Low Rent. Good lease. Price £1050. Terms arranged.: [55, 320, 266, 389]
- oversea-agencies: [1656, 772, 1872, 919]
- advert: [511, 141, 727, 303]
- advert: [511, 1126, 727, 1214]
- advert-body: HAS COMMENCED. Absolutely Genuine Reductions. 5s. to 10s. in the £.: [1446, 1515, 1624, 1554]
